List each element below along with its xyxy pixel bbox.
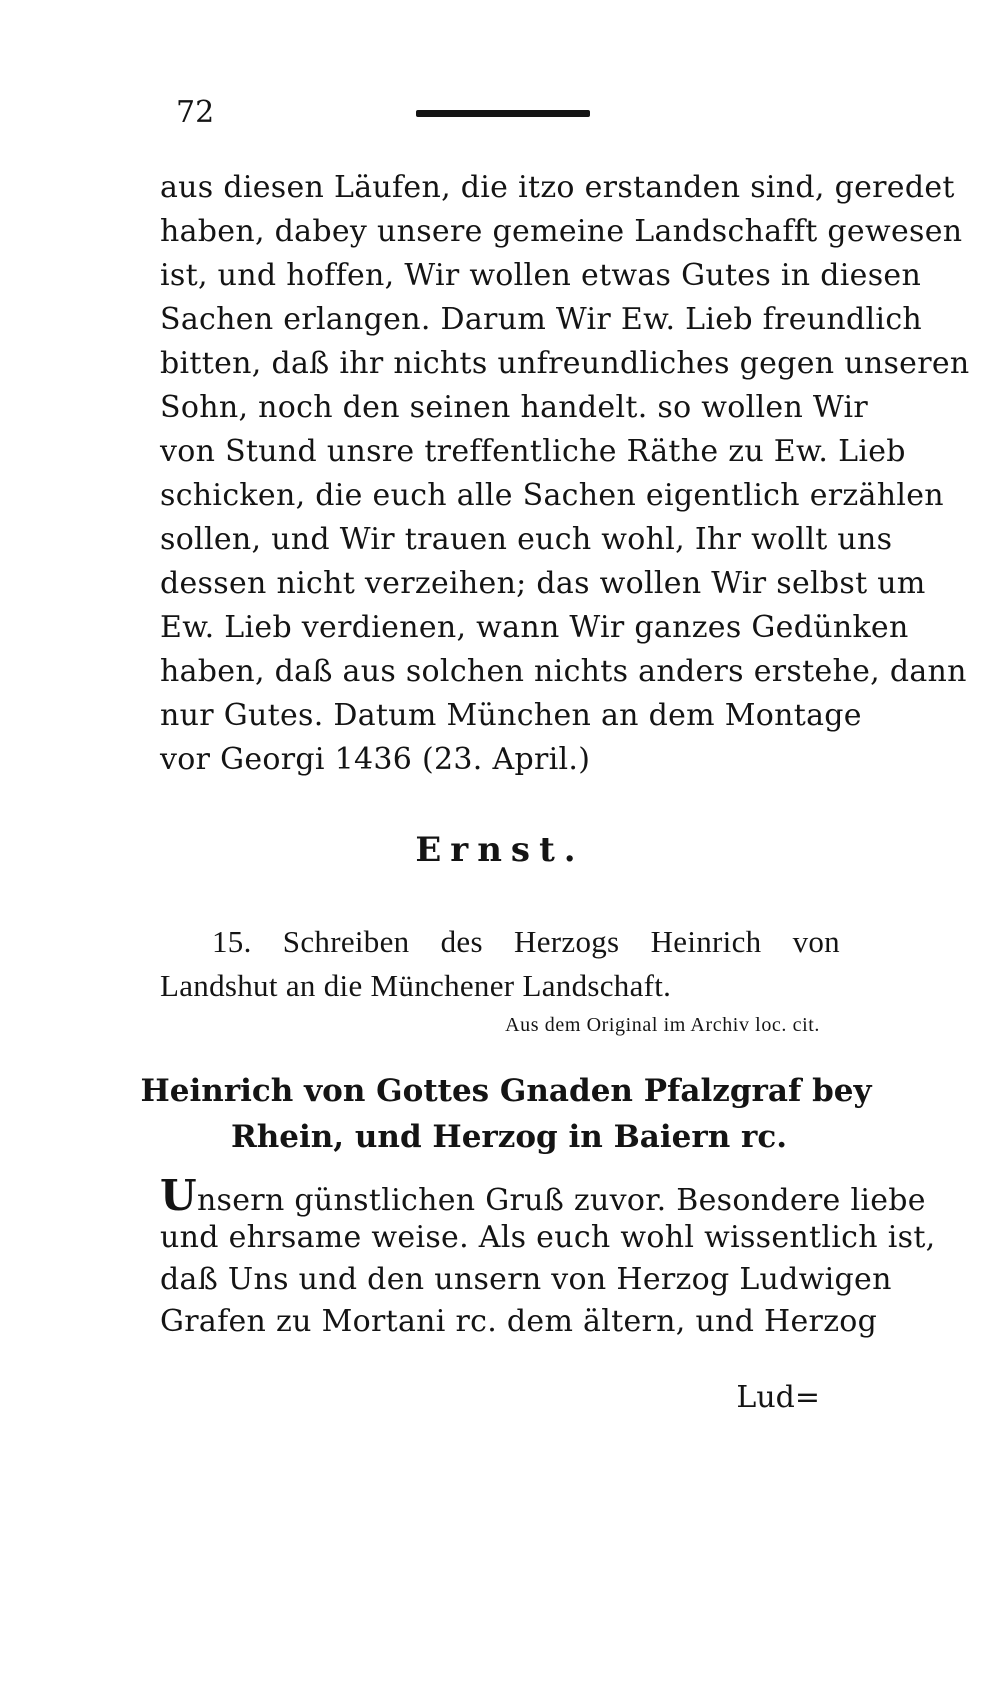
document-heading (160, 920, 840, 1008)
text-line: Grafen zu Mortani rc. dem ältern, und Herzog (160, 1304, 878, 1339)
text-line: ist, und hoffen, Wir wollen etwas Gutes in diesen (160, 258, 922, 293)
catchword: Lud= (736, 1380, 820, 1415)
text-line: haben, dabey unsere gemeine Landschafft gewesen (160, 214, 963, 249)
heading-line: Landshut an die Münchener Landschaft. (160, 968, 672, 1003)
source-note: Aus dem Original im Archiv loc. cit. (505, 1014, 820, 1036)
text-line: aus diesen Läufen, die itzo erstanden sind, geredet (160, 170, 955, 205)
text-line: daß Uns und den unsern von Herzog Ludwigen (160, 1262, 892, 1297)
letter-signature: Ernst. (415, 830, 585, 870)
text-line: haben, daß aus solchen nichts anders erstehe, dann (160, 654, 967, 689)
text-line: vor Georgi 1436 (23. April.) (160, 742, 591, 777)
text-line: nur Gutes. Datum München an dem Montage (160, 698, 862, 733)
heading-line: 15. Schreiben des Herzogs Heinrich von (212, 924, 840, 959)
text-line: und ehrsame weise. Als euch wohl wissentlich ist, (160, 1220, 936, 1255)
document-text (160, 1171, 936, 1343)
salutation (0, 1068, 1000, 1160)
text-line: dessen nicht verzeihen; das wollen Wir selbst um (160, 566, 926, 601)
text-line: bitten, daß ihr nichts unfreundliches gegen unseren (160, 346, 970, 381)
salutation-line: Rhein, und Herzog in Baiern rc. (230, 1119, 788, 1155)
header-rule (416, 110, 590, 117)
text-line: Ew. Lieb verdienen, wann Wir ganzes Gedünken (160, 610, 909, 645)
text-line: Sachen erlangen. Darum Wir Ew. Lieb freundlich (160, 302, 923, 337)
text-line: von Stund unsre treffentliche Räthe zu Ew. Lieb (160, 434, 906, 469)
text-line: Sohn, noch den seinen handelt. so wollen Wir (160, 390, 869, 425)
salutation-line: Heinrich von Gottes Gnaden Pfalzgraf bey (140, 1073, 872, 1109)
text-line: Unsern günstlichen Gruß zuvor. Besondere liebe (160, 1171, 926, 1220)
letter-text (160, 166, 970, 782)
text-line: schicken, die euch alle Sachen eigentlich erzählen (160, 478, 944, 513)
text-line: sollen, und Wir trauen euch wohl, Ihr wollt uns (160, 522, 893, 557)
page-number: 72 (176, 95, 215, 130)
